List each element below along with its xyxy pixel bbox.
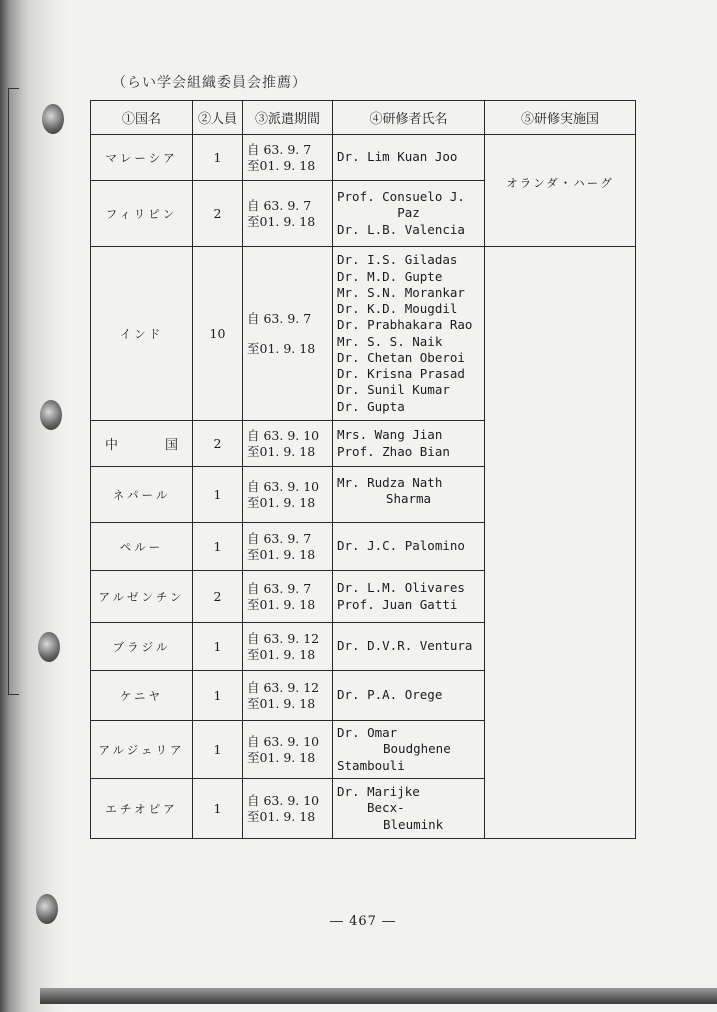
country-cell: エチオピア [91, 779, 193, 839]
binder-ring [36, 894, 58, 924]
period-from: 自 63. 9. 12 [247, 679, 320, 695]
names-cell [333, 721, 485, 779]
country-cell: ブラジル [91, 623, 193, 671]
trainee-name: Mrs. Wang Jian [337, 427, 443, 443]
trainee-name: Dr. Gupta [337, 398, 405, 414]
trainee-name: Bleumink [383, 816, 444, 832]
period-to: 至01. 9. 18 [247, 340, 316, 356]
count-cell: 10 [193, 247, 243, 421]
period-from: 自 63. 9. 7 [247, 310, 312, 326]
period-to: 至01. 9. 18 [247, 646, 316, 662]
column-header-count: ②人員 [193, 101, 243, 135]
column-header-names: ④研修者氏名 [333, 101, 485, 135]
period-from: 自 63. 9. 7 [247, 141, 312, 157]
count-cell: 1 [193, 135, 243, 181]
host-country-cell: オランダ・ハーグ [485, 135, 636, 247]
trainee-name: Dr. Lim Kuan Joo [337, 149, 458, 165]
period-from: 自 63. 9. 10 [247, 478, 320, 494]
period-cell [243, 623, 333, 671]
period-to: 至01. 9. 18 [247, 157, 316, 173]
names-cell [333, 181, 485, 247]
count-cell: 1 [193, 721, 243, 779]
trainee-name: Boudghene [383, 741, 451, 757]
count-cell: 2 [193, 421, 243, 467]
trainee-name: Sharma [385, 491, 432, 507]
names-cell [333, 135, 485, 181]
trainee-name: Dr. M.D. Gupte [337, 268, 443, 284]
period-from: 自 63. 9. 10 [247, 427, 320, 443]
country-cell: インド [91, 247, 193, 421]
period-to: 至01. 9. 18 [247, 749, 316, 765]
trainee-name: Prof. Juan Gatti [337, 596, 458, 612]
table-row [91, 135, 636, 181]
trainee-name: Prof. Zhao Bian [337, 443, 450, 459]
trainee-name: Dr. Krisna Prasad [337, 366, 465, 381]
count-cell: 2 [193, 571, 243, 623]
period-to: 至01. 9. 18 [247, 546, 316, 562]
trainee-name: Dr. Sunil Kumar [337, 382, 450, 398]
trainee-name: Mr. S. S. Naik [337, 333, 443, 349]
trainee-name: Mr. S.N. Morankar [337, 284, 465, 300]
period-cell [243, 571, 333, 623]
trainee-name: Dr. Omar [337, 725, 398, 741]
period-to: 至01. 9. 18 [247, 695, 316, 711]
period-from: 自 63. 9. 7 [247, 580, 312, 596]
period-cell [243, 467, 333, 523]
trainee-name: Dr. I.S. Giladas [337, 252, 458, 268]
period-from: 自 63. 9. 7 [247, 197, 312, 213]
column-header-country: ①国名 [91, 101, 193, 135]
period-from: 自 63. 9. 10 [247, 733, 320, 749]
country-cell: ネパール [91, 467, 193, 523]
names-cell [333, 779, 485, 839]
count-cell: 1 [193, 623, 243, 671]
trainee-name: Mr. Rudza Nath [337, 475, 443, 490]
trainee-name: Dr. Prabhakara Rao [337, 317, 473, 333]
names-cell [333, 523, 485, 571]
table-row [91, 247, 636, 421]
period-from: 自 63. 9. 10 [247, 792, 320, 808]
page-number: ― 467 ― [330, 914, 397, 929]
count-cell: 1 [193, 671, 243, 721]
country-cell: アルジェリア [91, 721, 193, 779]
names-cell [333, 421, 485, 467]
count-cell: 1 [193, 523, 243, 571]
trainee-name: Dr. Marijke [337, 784, 420, 800]
trainee-name: Stambouli [337, 757, 405, 773]
country-cell: マレーシア [91, 135, 193, 181]
trainee-name: Dr. J.C. Palomino [337, 538, 465, 554]
count-cell: 2 [193, 181, 243, 247]
period-cell [243, 135, 333, 181]
country-cell: アルゼンチン [91, 571, 193, 623]
period-to: 至01. 9. 18 [247, 213, 316, 229]
names-cell [333, 671, 485, 721]
country-cell: フィリピン [91, 181, 193, 247]
period-from: 自 63. 9. 12 [247, 630, 320, 646]
names-cell [333, 571, 485, 623]
column-header-host-country: ⑤研修実施国 [485, 101, 636, 135]
binder-ring [38, 632, 60, 662]
period-cell [243, 421, 333, 467]
margin-bracket [8, 88, 19, 695]
binder-ring [42, 104, 64, 134]
names-cell [333, 247, 485, 421]
trainee-name: Becx- [367, 800, 405, 816]
trainee-name: Dr. Chetan Oberoi [337, 349, 465, 365]
trainee-name: Dr. L.M. Olivares [337, 580, 465, 596]
table-header-row [91, 101, 636, 135]
binder-ring [40, 400, 62, 430]
names-cell [333, 467, 485, 523]
country-cell: ペルー [91, 523, 193, 571]
period-to: 至01. 9. 18 [247, 494, 316, 510]
period-cell [243, 721, 333, 779]
trainee-name: Dr. D.V.R. Ventura [337, 638, 473, 654]
trainee-name: Prof. Consuelo J. [337, 189, 465, 205]
country-cell: 中国 [91, 421, 193, 467]
count-cell: 1 [193, 467, 243, 523]
host-country-empty-cell [485, 247, 636, 839]
period-cell [243, 247, 333, 421]
trainee-name: Dr. L.B. Valencia [337, 221, 465, 237]
period-cell [243, 671, 333, 721]
names-cell [333, 623, 485, 671]
count-cell: 1 [193, 779, 243, 839]
column-header-period: ③派遣期間 [243, 101, 333, 135]
period-to: 至01. 9. 18 [247, 596, 316, 612]
period-from: 自 63. 9. 7 [247, 530, 312, 546]
trainee-table [90, 100, 636, 839]
trainee-name: Dr. K.D. Mougdil [337, 301, 458, 316]
trainee-name: Dr. P.A. Orege [337, 687, 443, 703]
period-to: 至01. 9. 18 [247, 443, 316, 459]
period-to: 至01. 9. 18 [247, 808, 316, 824]
country-cell: ケニヤ [91, 671, 193, 721]
page-header: （らい学会組織委員会推薦） [112, 75, 307, 91]
scan-edge-shadow [40, 988, 717, 1004]
period-cell [243, 779, 333, 839]
period-cell [243, 181, 333, 247]
trainee-name: Paz [397, 205, 420, 221]
period-cell [243, 523, 333, 571]
